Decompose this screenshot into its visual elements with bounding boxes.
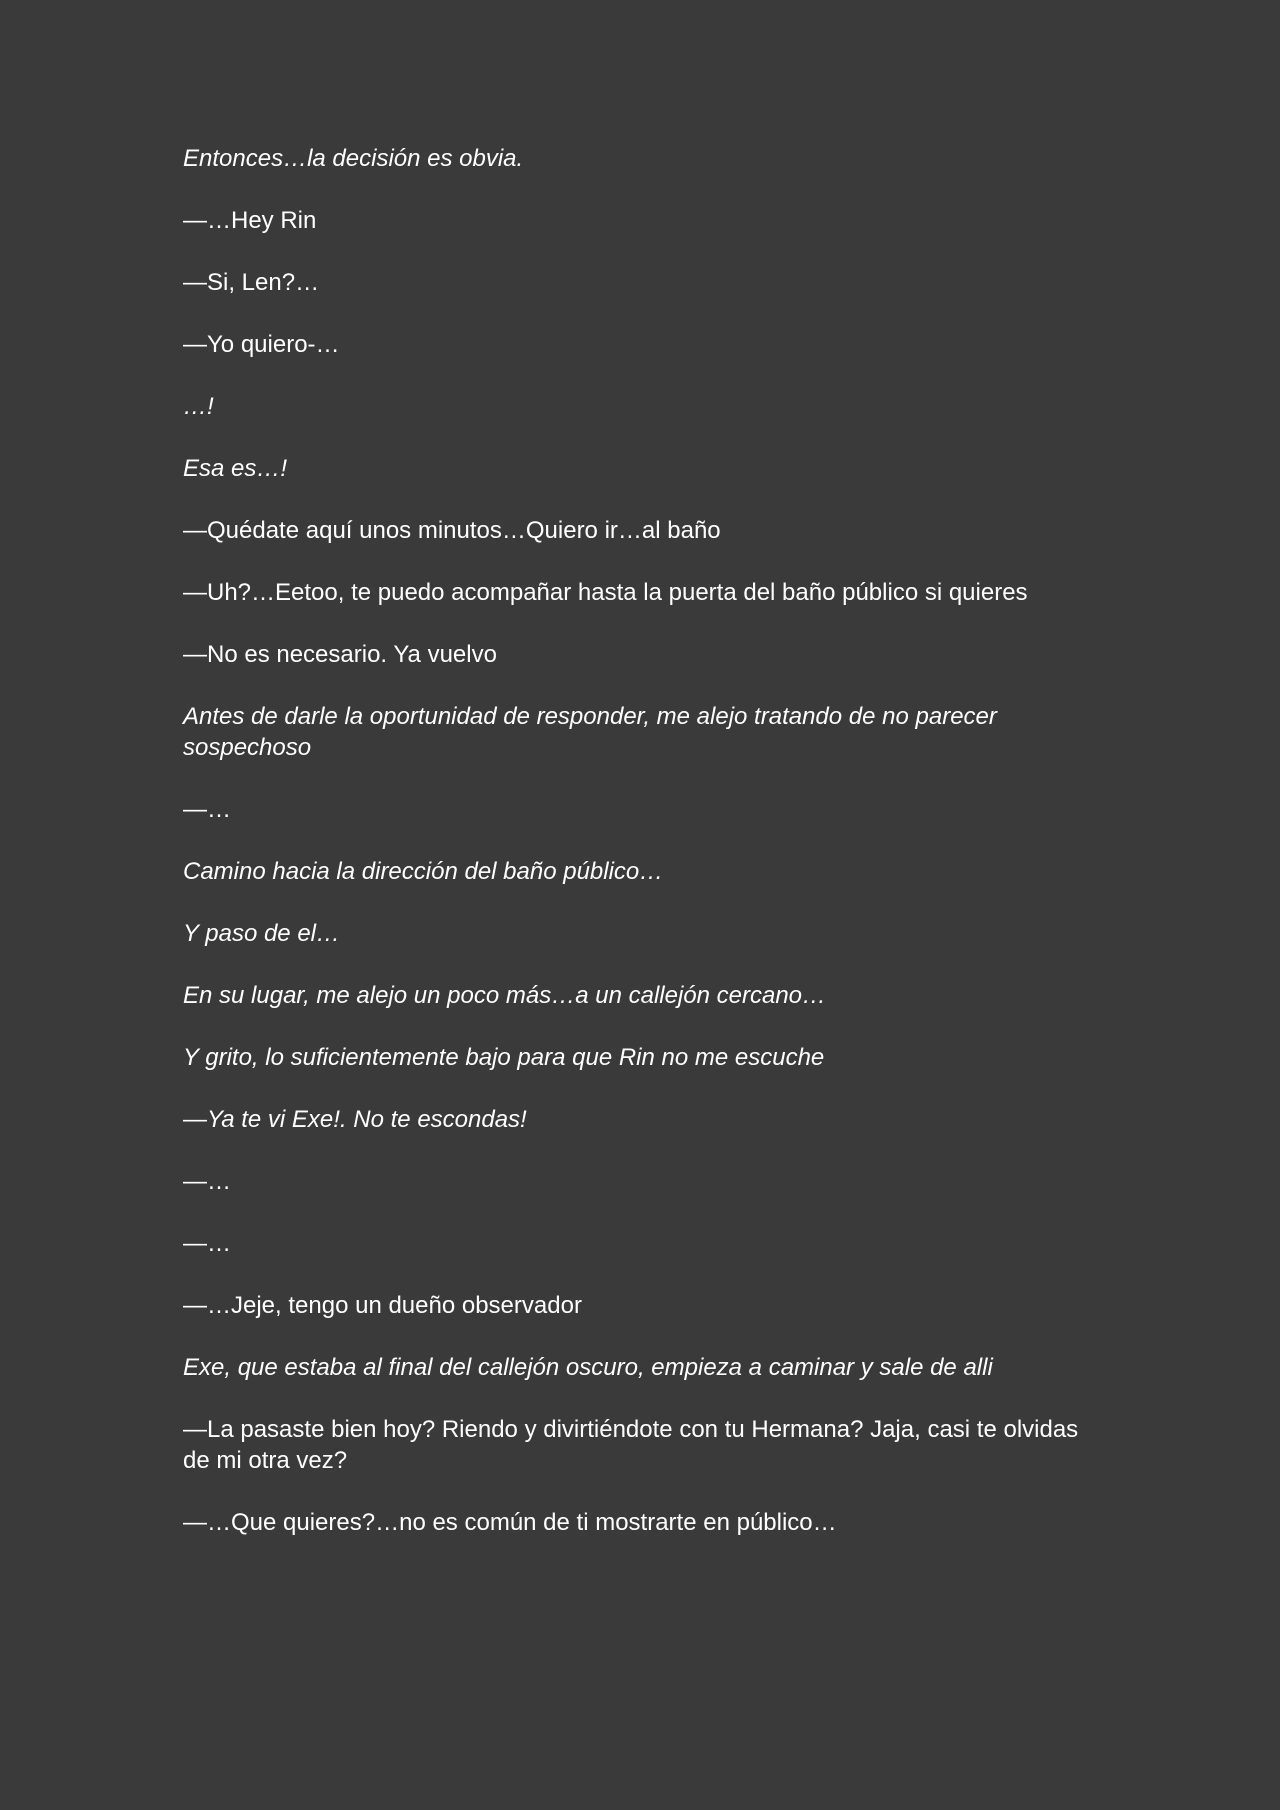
paragraph-19: —…Jeje, tengo un dueño observador [183,1292,582,1319]
paragraph-11: —… [183,796,231,823]
paragraph-8: —Uh?…Eetoo, te puedo acompañar hasta la puerta del baño público si quieres [183,579,1028,606]
paragraph-7: —Quédate aquí unos minutos…Quiero ir…al baño [183,517,721,544]
document-page [183,143,1103,1569]
paragraph-20: Exe, que estaba al final del callejón oscuro, empieza a caminar y sale de alli [183,1354,993,1381]
paragraph-12: Camino hacia la dirección del baño público… [183,858,664,885]
paragraph-18: —… [183,1230,231,1257]
paragraph-2: —…Hey Rin [183,207,317,234]
paragraph-14: En su lugar, me alejo un poco más…a un callejón cercano… [183,982,827,1009]
paragraph-3: —Si, Len?… [183,269,320,296]
paragraph-22: —…Que quieres?…no es común de ti mostrarte en público… [183,1509,837,1536]
paragraph-5: …! [183,393,214,420]
paragraph-9: —No es necesario. Ya vuelvo [183,641,497,668]
paragraph-15: Y grito, lo suficientemente bajo para que Rin no me escuche [183,1044,825,1071]
paragraph-1: Entonces…la decisión es obvia. [183,145,524,172]
paragraph-21: —La pasaste bien hoy? Riendo y divirtiéndote con tu Hermana? Jaja, casi te olvidas de mi otra vez? [183,1416,1085,1474]
paragraph-16: —Ya te vi Exe!. No te escondas! [183,1106,527,1133]
paragraph-13: Y paso de el… [183,920,340,947]
paragraph-10: Antes de darle la oportunidad de responder, me alejo tratando de no parecer sospechoso [183,703,1004,761]
paragraph-6: Esa es…! [183,455,288,482]
paragraph-17: —… [183,1168,231,1195]
paragraph-4: —Yo quiero-… [183,331,340,358]
